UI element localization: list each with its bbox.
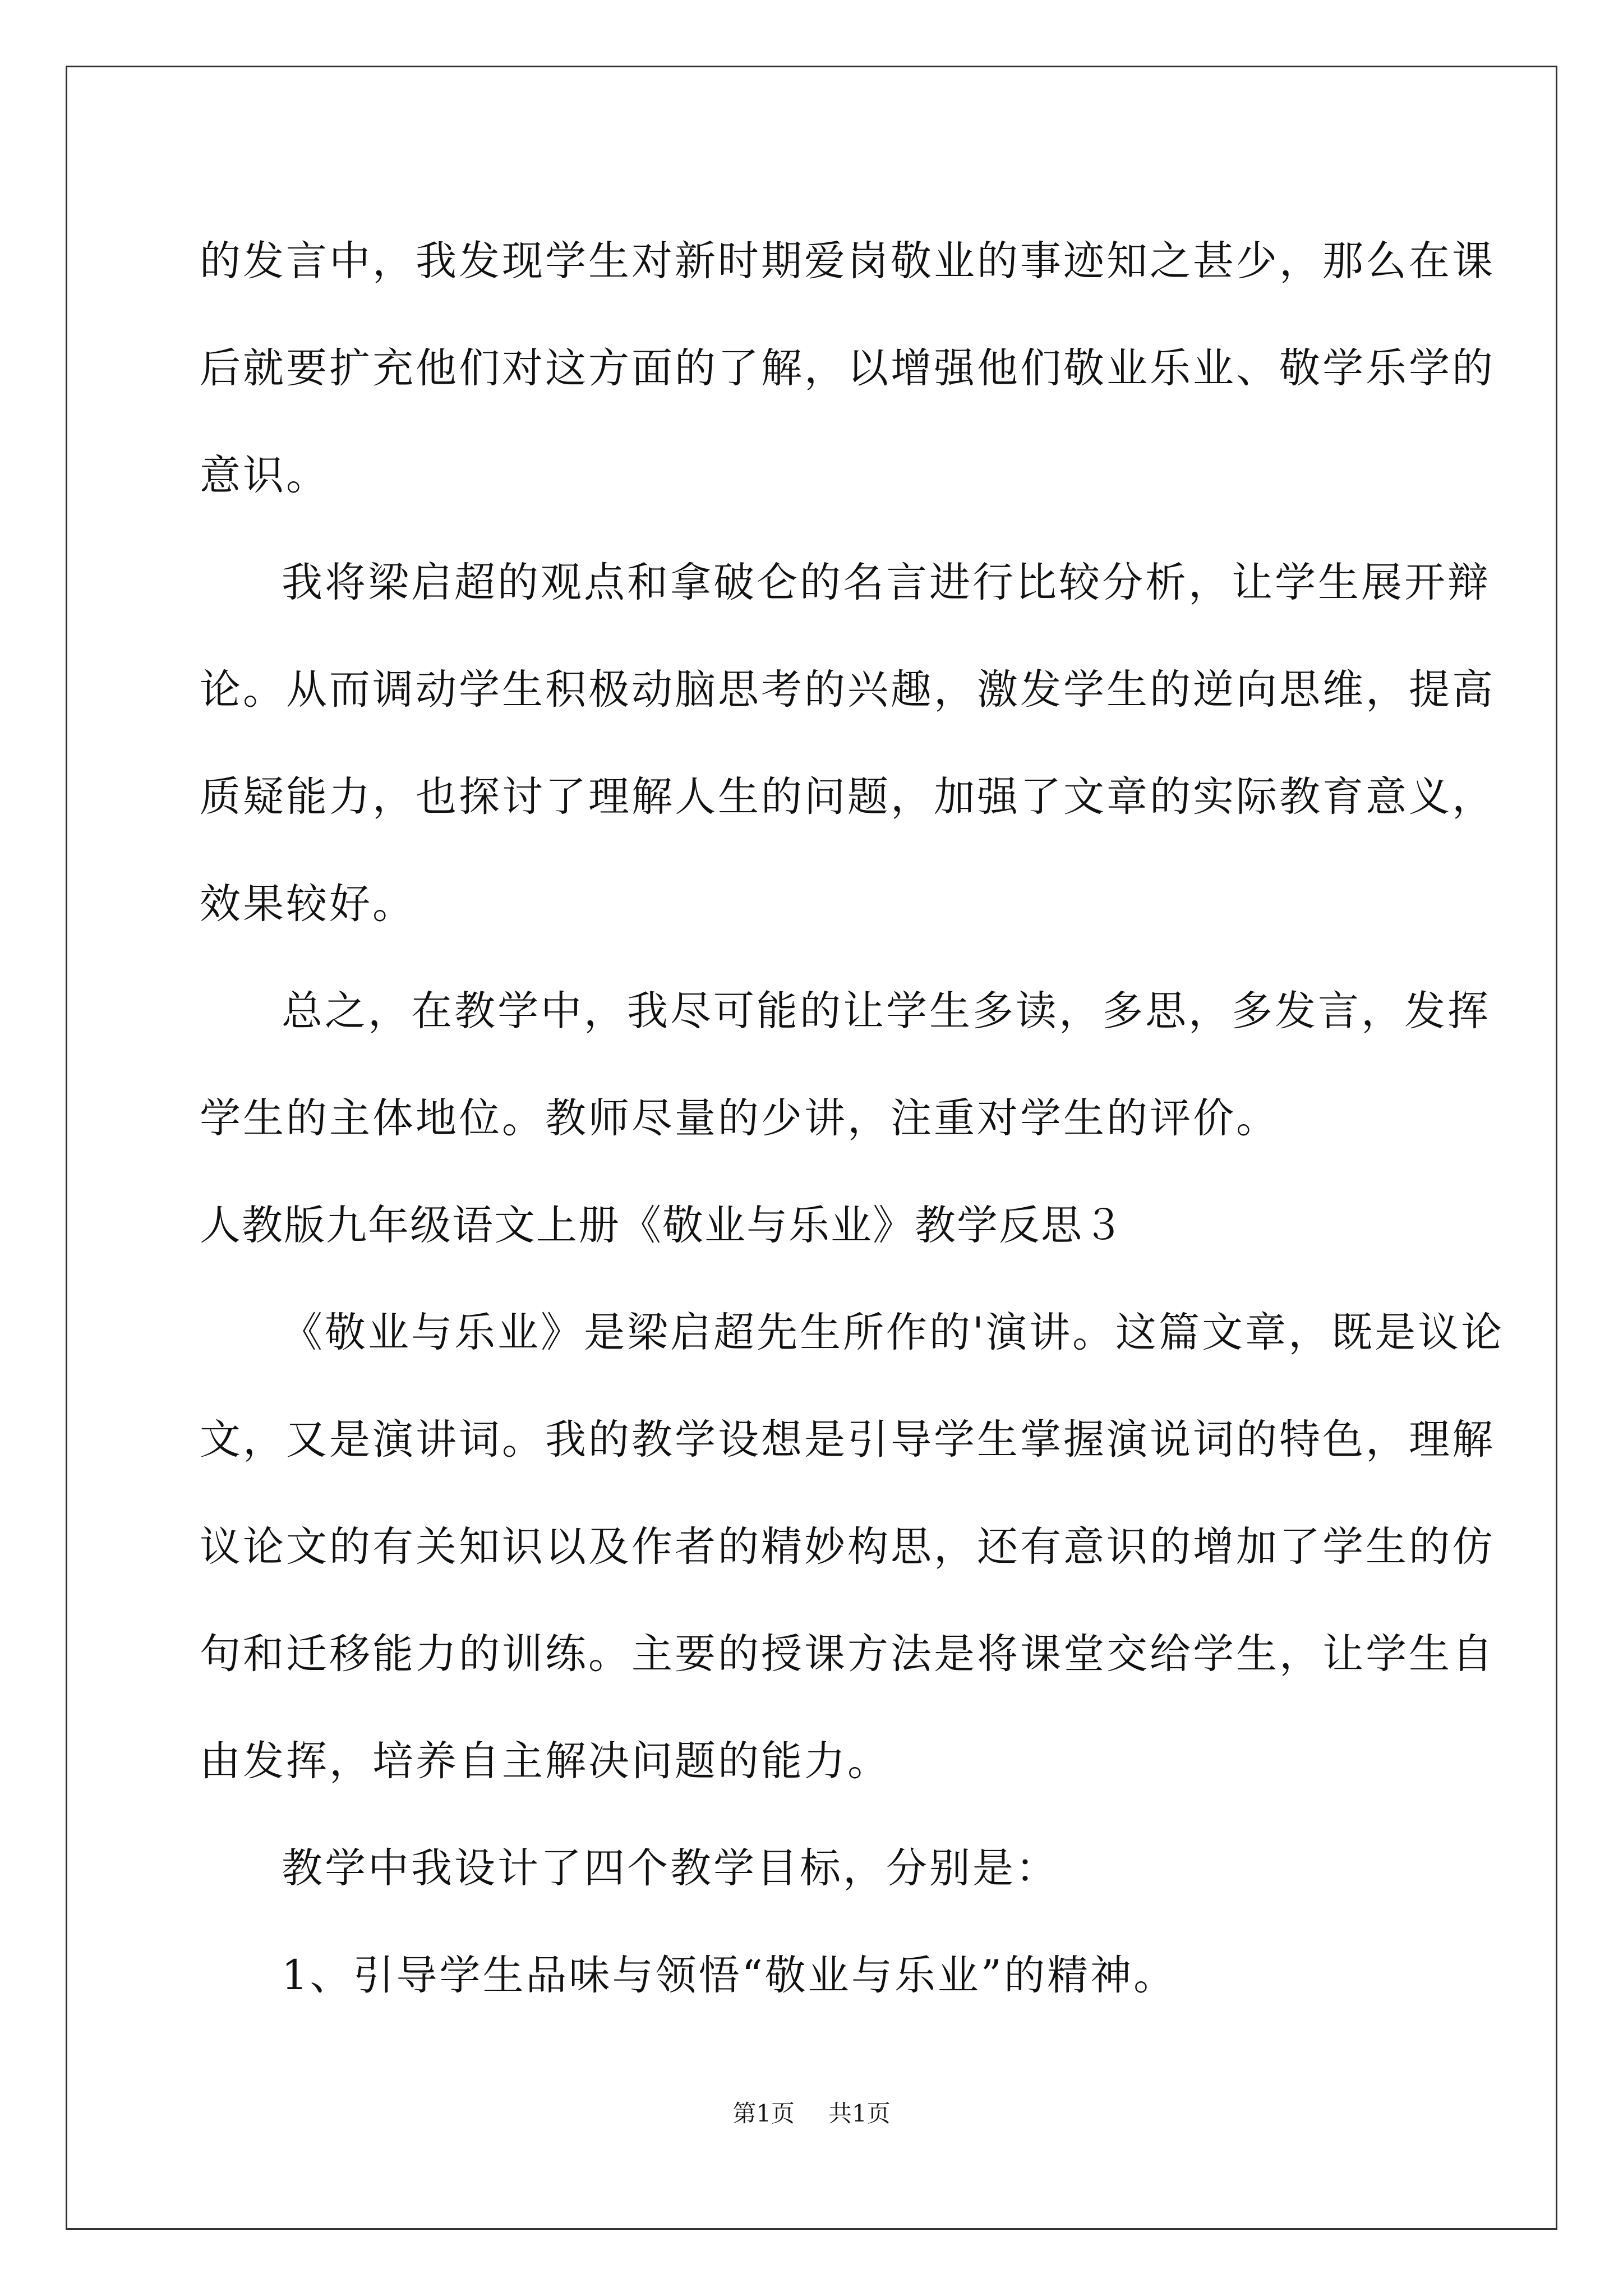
text-line: 效果较好。 xyxy=(200,880,416,928)
text-line: 的发言中，我发现学生对新时期爱岗敬业的事迹知之甚少，那么在课 xyxy=(200,237,1495,285)
text-line: 教学中我设计了四个教学目标，分别是： xyxy=(282,1844,1059,1892)
page-footer xyxy=(0,2097,1623,2131)
text-line: 文，又是演讲词。我的教学设想是引导学生掌握演说词的特色，理解 xyxy=(200,1416,1495,1464)
text-line: 总之，在教学中，我尽可能的让学生多读，多思，多发言，发挥 xyxy=(282,987,1491,1035)
text-line: 1、引导学生品味与领悟“敬业与乐业”的精神。 xyxy=(282,1952,1177,1999)
text-line: 句和迁移能力的训练。主要的授课方法是将课堂交给学生，让学生自 xyxy=(200,1630,1495,1678)
text-line: 学生的主体地位。教师尽量的少讲，注重对学生的评价。 xyxy=(200,1094,1279,1142)
page-number-current: 第1页 xyxy=(732,2100,795,2127)
section-heading: 人教版九年级语文上册《敬业与乐业》教学反思３ xyxy=(200,1202,1125,1249)
text-line: 意识。 xyxy=(200,452,329,499)
text-line: 质疑能力，也探讨了理解人生的问题，加强了文章的实际教育意义， xyxy=(200,773,1495,821)
text-line: 我将梁启超的观点和拿破仑的名言进行比较分析，让学生展开辩 xyxy=(282,559,1491,606)
text-line: 由发挥，培养自主解决问题的能力。 xyxy=(200,1737,891,1785)
text-line: 《敬业与乐业》是梁启超先生所作的'演讲。这篇文章，既是议论 xyxy=(282,1309,1505,1356)
text-line: 后就要扩充他们对这方面的了解，以增强他们敬业乐业、敬学乐学的 xyxy=(200,344,1495,392)
document-body xyxy=(200,208,1505,2029)
page-number-total: 共1页 xyxy=(828,2100,891,2127)
text-line: 论。从而调动学生积极动脑思考的兴趣，激发学生的逆向思维，提高 xyxy=(200,666,1495,714)
text-line: 议论文的有关知识以及作者的精妙构思，还有意识的增加了学生的仿 xyxy=(200,1523,1495,1571)
